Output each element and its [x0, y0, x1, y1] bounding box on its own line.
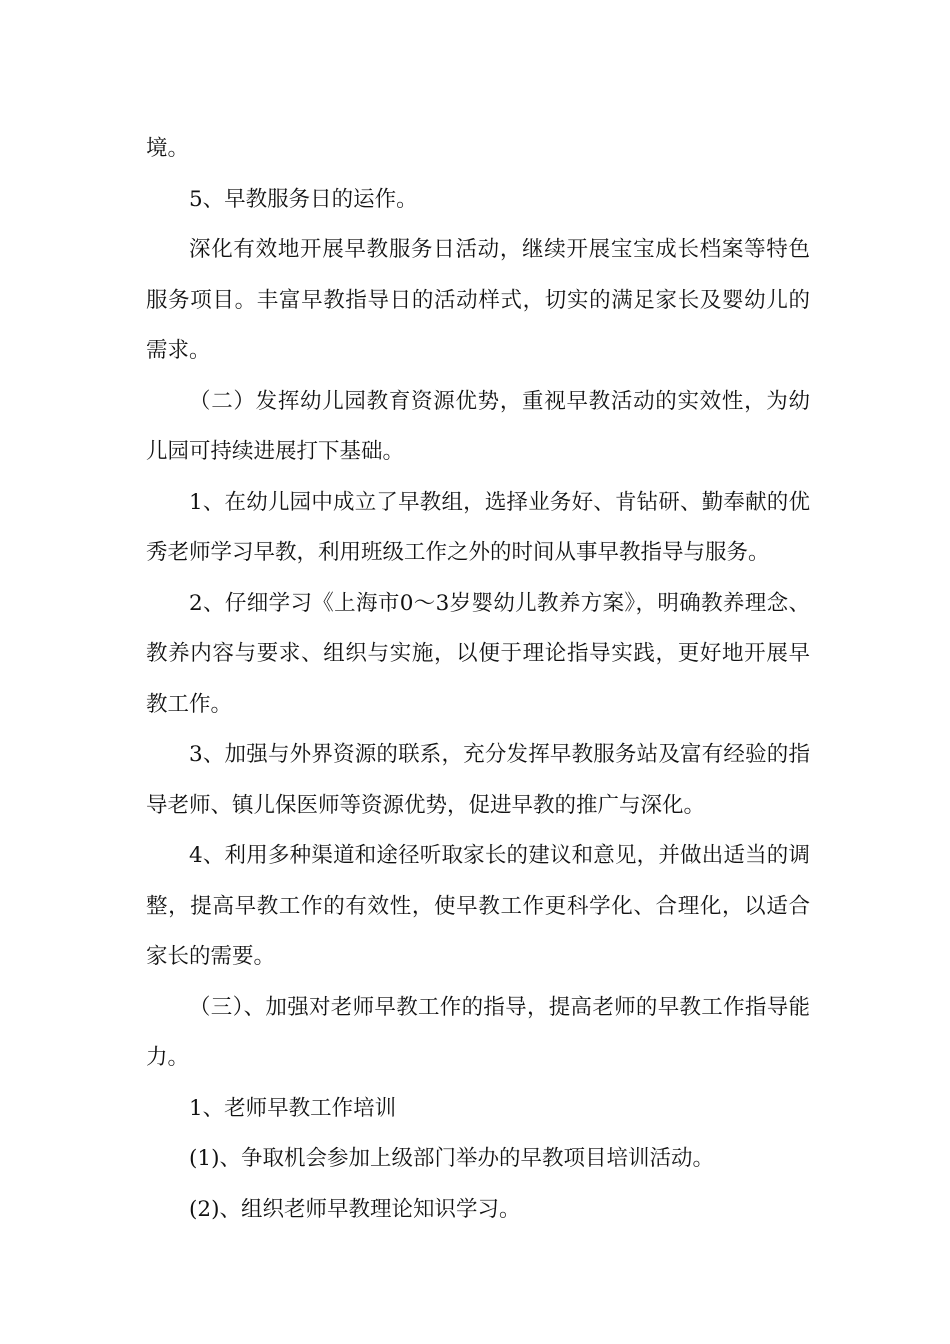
paragraph: 1、老师早教工作培训: [189, 1095, 397, 1121]
paragraph: 4、利用多种渠道和途径听取家长的建议和意见，并做出适当的调整，提高早教工作的有效性，使早教工作更科学化、合理化，以适合家长的需要。: [146, 843, 810, 969]
paragraph: （二）发挥幼儿园教育资源优势，重视早教活动的实效性，为幼儿园可持续进展打下基础。: [146, 388, 810, 464]
paragraph: 2、仔细学习《上海市0～3岁婴幼儿教养方案》，明确教养理念、教养内容与要求、组织与实施，以便于理论指导实践，更好地开展早教工作。: [146, 590, 810, 717]
paragraph: 1、在幼儿园中成立了早教组，选择业务好、肯钻研、勤奉献的优秀老师学习早教，利用班级工作之外的时间从事早教指导与服务。: [146, 489, 810, 565]
document-body: [146, 124, 810, 1235]
paragraph: 5、早教服务日的运作。: [189, 186, 418, 212]
paragraph: 3、加强与外界资源的联系，充分发挥早教服务站及富有经验的指导老师、镇儿保医师等资源优势，促进早教的推广与深化。: [146, 742, 810, 818]
paragraph: 深化有效地开展早教服务日活动，继续开展宝宝成长档案等特色服务项目。丰富早教指导日的活动样式，切实的满足家长及婴幼儿的需求。: [146, 237, 810, 363]
paragraph: 境。: [146, 136, 190, 161]
paragraph: （三）、加强对老师早教工作的指导，提高老师的早教工作指导能力。: [146, 994, 810, 1070]
paragraph: (2)、组织老师早教理论知识学习。: [189, 1196, 521, 1222]
paragraph: (1)、争取机会参加上级部门举办的早教项目培训活动。: [189, 1146, 714, 1171]
